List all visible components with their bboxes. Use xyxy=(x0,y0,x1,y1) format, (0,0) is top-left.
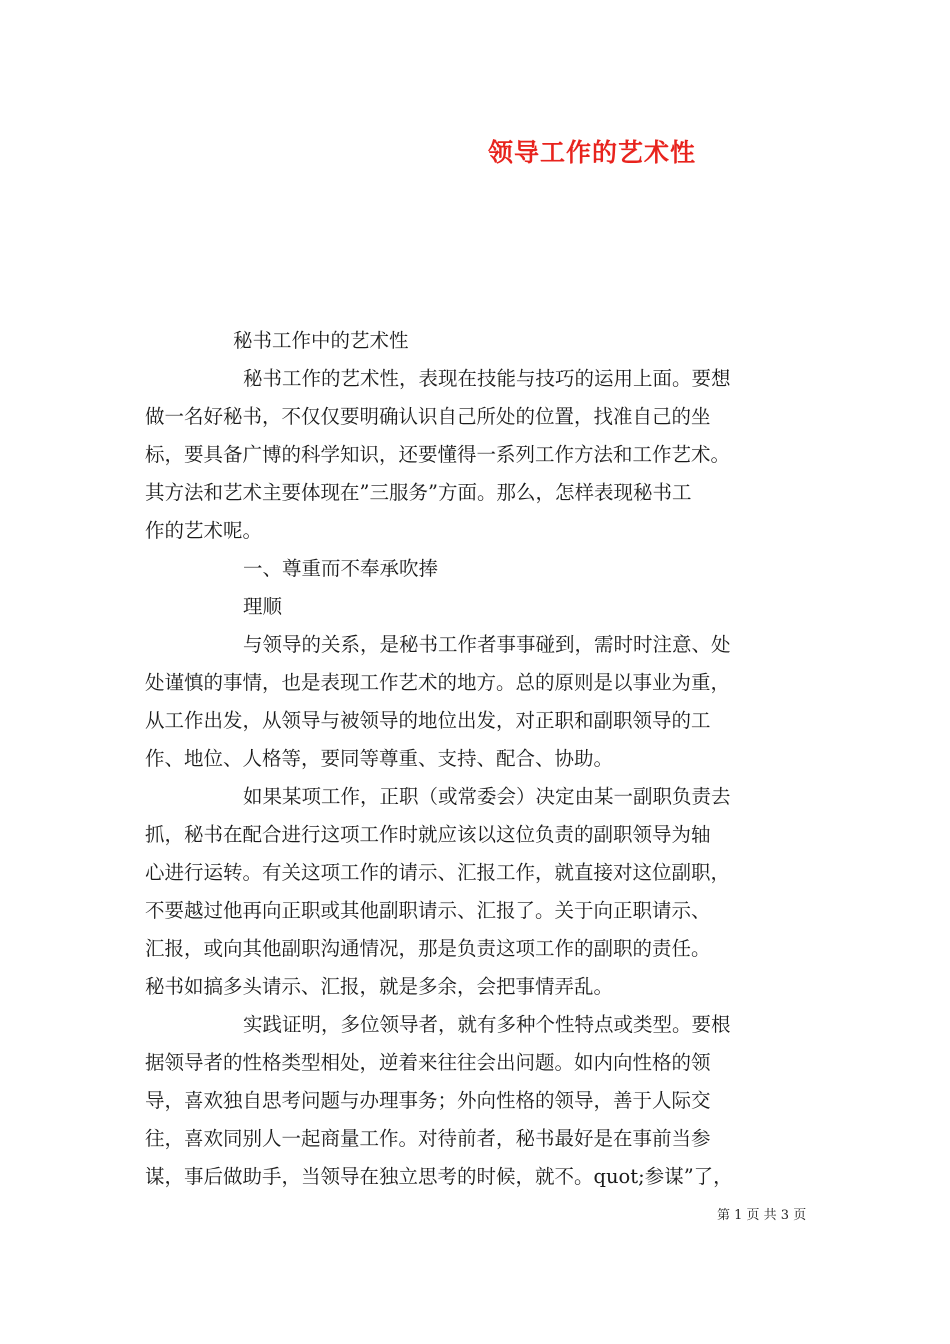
subtitle: 秘书工作中的艺术性 xyxy=(233,329,409,352)
document-body xyxy=(145,322,825,1196)
paragraph-line: 处谨慎的事情，也是表现工作艺术的地方。总的原则是以事业为重， xyxy=(145,671,731,694)
paragraph-line: 作的艺术呢。 xyxy=(145,519,263,542)
paragraph-line: 导，喜欢独自思考问题与办理事务；外向性格的领导，善于人际交 xyxy=(145,1089,711,1112)
paragraph-line: 据领导者的性格类型相处，逆着来往往会出问题。如内向性格的领 xyxy=(145,1051,711,1074)
page-number: 第 1 页 共 3 页 xyxy=(717,1208,807,1223)
paragraph-line: 标，要具备广博的科学知识，还要懂得一系列工作方法和工作艺术。 xyxy=(145,443,731,466)
paragraph-line: 做一名好秘书，不仅仅要明确认识自己所处的位置，找准自己的坐 xyxy=(145,405,711,428)
paragraph-line: 汇报，或向其他副职沟通情况，那是负责这项工作的副职的责任。 xyxy=(145,937,711,960)
paragraph-line: 谋，事后做助手，当领导在独立思考的时候，就不。quot;参谋”了， xyxy=(145,1165,733,1188)
paragraph-line: 理顺 xyxy=(243,595,283,618)
paragraph-line: 作、地位、人格等，要同等尊重、支持、配合、协助。 xyxy=(145,747,614,770)
paragraph-line: 不要越过他再向正职或其他副职请示、汇报了。关于向正职请示、 xyxy=(145,899,711,922)
paragraph-line: 其方法和艺术主要体现在”三服务”方面。那么，怎样表现秘书工 xyxy=(145,481,692,504)
section-heading: 一、尊重而不奉承吹捧 xyxy=(243,557,439,580)
paragraph-line: 从工作出发，从领导与被领导的地位出发，对正职和副职领导的工 xyxy=(145,709,711,732)
document-title: 领导工作的艺术性 xyxy=(488,138,697,167)
paragraph-line: 如果某项工作，正职（或常委会）决定由某一副职负责去 xyxy=(243,785,731,808)
paragraph-line: 与领导的关系，是秘书工作者事事碰到，需时时注意、处 xyxy=(243,633,731,656)
paragraph-line: 秘书工作的艺术性，表现在技能与技巧的运用上面。要想 xyxy=(243,367,731,390)
paragraph-line: 心进行运转。有关这项工作的请示、汇报工作，就直接对这位副职， xyxy=(145,861,731,884)
paragraph-line: 实践证明，多位领导者，就有多种个性特点或类型。要根 xyxy=(243,1013,731,1036)
paragraph-line: 往，喜欢同别人一起商量工作。对待前者，秘书最好是在事前当参 xyxy=(145,1127,711,1150)
paragraph-line: 秘书如搞多头请示、汇报，就是多余，会把事情弄乱。 xyxy=(145,975,614,998)
paragraph-line: 抓，秘书在配合进行这项工作时就应该以这位负责的副职领导为轴 xyxy=(145,823,711,846)
